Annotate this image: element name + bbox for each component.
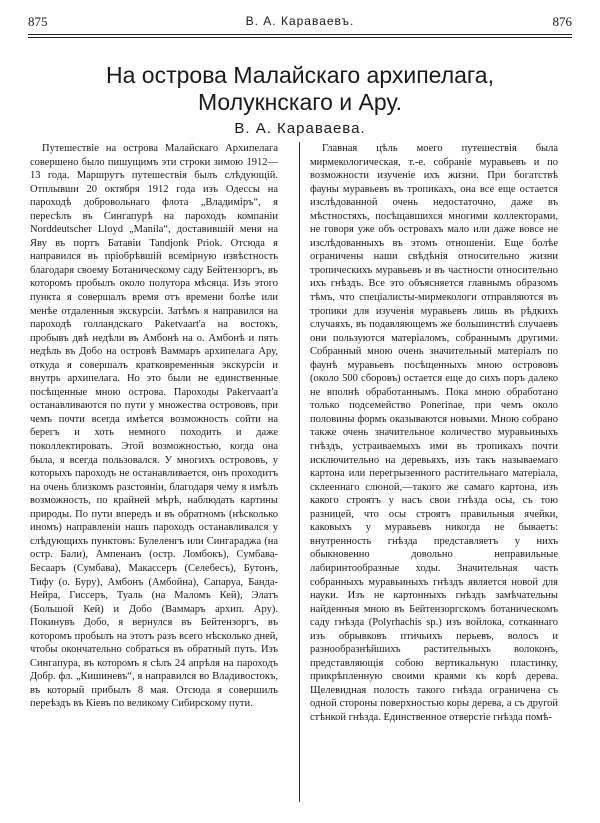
left-column: [30, 142, 278, 711]
running-header: [28, 12, 572, 32]
column-divider: [299, 142, 300, 802]
header-rule-double: [28, 37, 572, 38]
right-column: [310, 142, 558, 725]
running-author: В. А. Караваевъ.: [245, 14, 355, 28]
header-rule: [28, 34, 572, 35]
page-number-right: 876: [552, 14, 572, 29]
paragraph: Путешествіе на острова Малайскаго Архипелага совершено было пишущимъ эти строки зимою 1912—13 года. Маршрутъ путешествія былъ слѣдующій. Отплывши 20 октября 1912 года изъ Одессы на пароходѣ добровольнаго флота „Владиміръ“, я пересѣлъ въ Сингапурѣ на пароходъ компаніи Norddeutscher Lloyd „Manila“, доставившій меня на Яву въ портъ Батавіи Tandjonk Priok. Отсюда я направился въ пріобрѣвшій всемірную извѣстность благодаря своему Ботаническому саду Бейтензоргъ, въ которомъ пробылъ около полутора мѣсяца. Изъ этого пункта я совершалъ время отъ времени болѣе или менѣе отдаленныя экскурсіи. Затѣмъ я направился на пароходѣ голландскаго Paketvaart'а на востокъ, пробывъ двѣ недѣли въ Амбонѣ на о. Амбонѣ и пять недѣль въ Добо на островѣ Ваммаръ архипелага Ару, откуда я совершалъ кратковременныя экскурсіи и внутрь архипелага. Но это были не единственные посѣщенные мною острова. Пароходы Pakervaart'а останавливаются по пути у множества острововъ, при чемъ почти всегда имѣется возможность сойти на берегъ и хоть немного походить и даже поколлектировать. Этой возможностью, когда она была, я всегда пользовался. У многихъ острововъ, у которыхъ пароходъ не останавливается, онъ проходитъ на очень близкомъ разстояніи, благодаря чему я имѣлъ возможность, по крайней мѣрѣ, наблюдать картины природы. По пути впередъ и въ обратномъ (нѣсколько иномъ) направленіи нашъ пароходъ останавливался у слѣдующихъ пунктовъ: Булеленгъ или Сингараджа (на остр. Бали), Ампенанъ (остр. Ломбокъ), Сумбава-Бесааръ (Сумбава), Макассеръ (Селебесъ), Бутонъ, Тифу (о. Буру), Амбонъ (Амбойна), Сапаруа, Банда-Нейра, Гиссеръ, Туаль (на Маломъ Кей), Элатъ (Большой Кей) и Добо (Ваммаръ архип. Ару). Покинувъ Добо, я вернулся въ Бейтензоргъ, въ которомъ пробылъ на этотъ разъ всего нѣсколько дней, чтобы окончательно собраться въ обратный путь. Изъ Сингапура, въ которомъ я сѣлъ 24 апрѣля на пароходъ Добр. фл. „Кишиневъ“, я направился во Владивостокъ, въ который прибылъ 8 мая. Отсюда я совершилъ переѣздъ въ Кіевъ по великому Сибирскому пути.: [30, 143, 278, 710]
page-number-left: 875: [28, 14, 48, 29]
paragraph: Главная цѣль моего путешествія была мирмекологическая, т.-е. собраніе муравьевъ и по возможности изученіе ихъ жизни. При богатствѣ фауны муравьевъ въ тропикахъ, она все еще остается изслѣдованной очень недостаточно, даже въ мѣстностяхъ, посѣщавшихся многими коллекторами, не говоря уже объ островахъ мало или даже вовсе не изслѣдованныхъ въ этомъ отношеніи. Еще болѣе ограничены наши свѣдѣнія относительно жизни тропическихъ муравьевъ и въ частности относительно ихъ гнѣздъ. Все это объясняется главнымъ образомъ тѣмъ, что спеціалисты-мирмекологи отправляются въ тропики для изученія муравьевъ лишь въ рѣдкихъ случаяхъ, въ подавляющемъ же большинствѣ случаевъ они пользуются матеріаломъ, собраннымъ другими. Собранный мною очень значительный матеріалъ по фаунѣ муравьевъ посѣщенныхъ мною острововъ (около 500 сборовъ) остается еще до сихъ поръ далеко не вполнѣ обработаннымъ. Пока мною обработано только подсемейство Ponerinae, при чемъ около половины формъ оказываются новыми. Мною собрано также очень значительное количество муравьиныхъ гнѣздъ, устраиваемыхъ ими въ тропикахъ почти исключительно на деревьяхъ, изъ такъ называемаго картона или перегрызенного растительнаго матеріала, склееннаго слюной,—такого же самаго картона, изъ какого строятъ у насъ свои гнѣзда осы, съ тою разницей, что осы строятъ правильныя ячейки, каковыхъ у муравьевъ никогда не бываетъ: внутренность гнѣзда представляетъ у нихъ обыкновенно довольно неправильные лабиринтообразные ходы. Значительная часть собранныхъ муравьиныхъ гнѣздъ является новой для науки. Изъ не картонныхъ гнѣздъ замѣчательны найденныя мною въ Бейтензоргскомъ ботаническомъ саду гнѣзда (Polyrhachis sp.) изъ войлока, сотканнаго изъ обрывковъ птичьихъ перьевъ, волосъ и разнообразнѣйшихъ растительныхъ волоконъ, представляющія собою вертикальную пластинку, прикрѣпленную своими краями къ корѣ дерева. Щелевидная полость такого гнѣзда ограничена съ одной стороны поверхностью коры дерева, а съ другой стѣнкой гнѣзда. Единственное отверстіе гнѣзда помѣ-: [310, 143, 558, 723]
article-title: На острова Малайскаго архипелага, Молукнскаго и Ару.: [106, 62, 494, 115]
article-author: В. А. Караваева.: [234, 120, 366, 137]
